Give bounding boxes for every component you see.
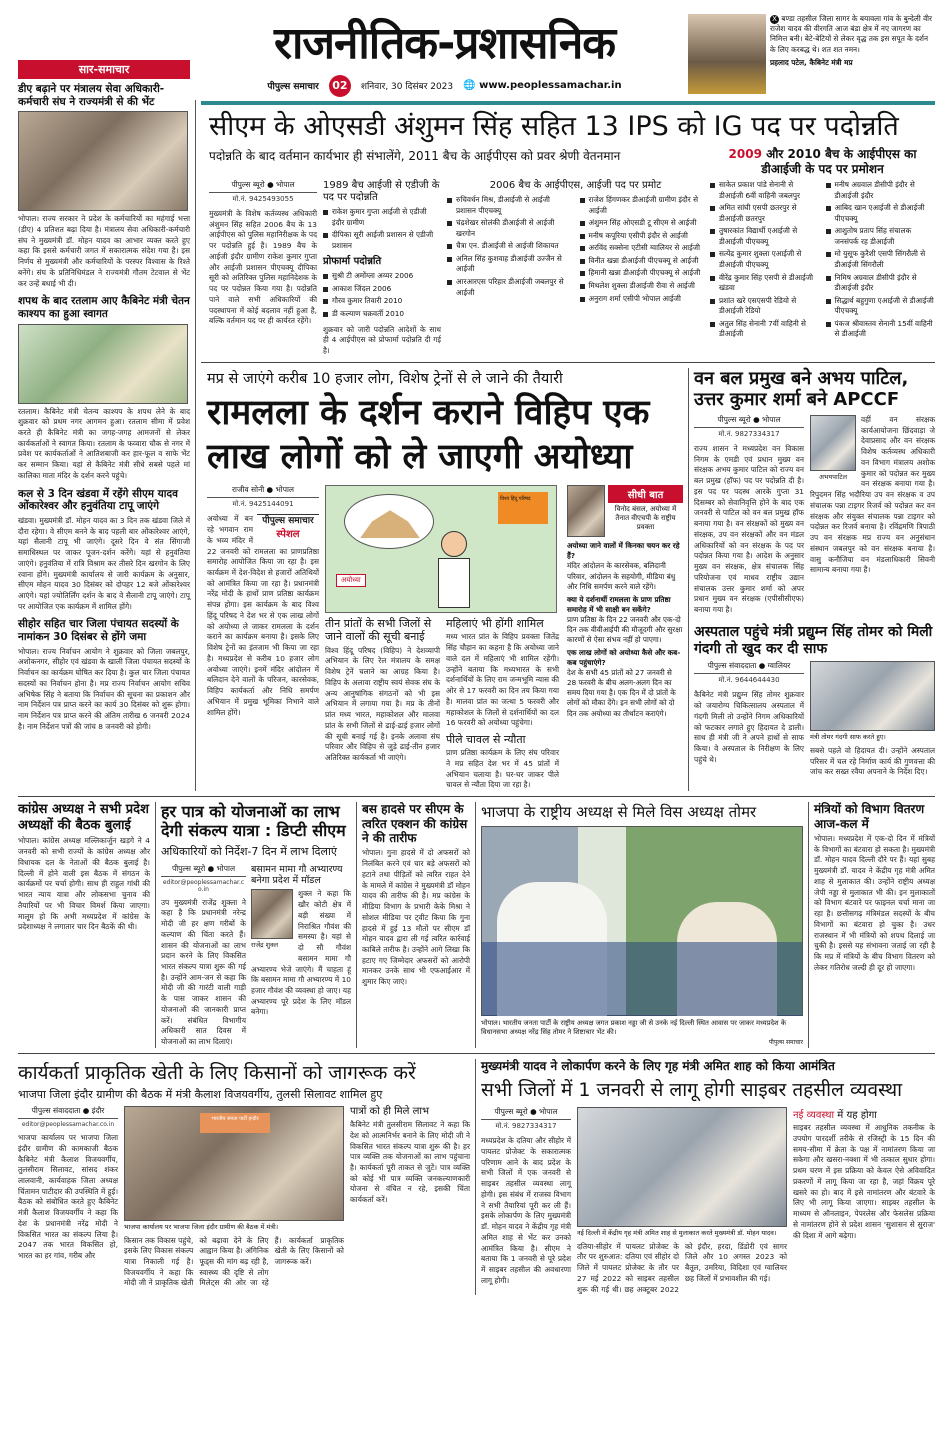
email: editor@peoplessamachar.co.in [21,1121,115,1129]
list-item: मिथलेश शुक्ला डीआईजी रीवा से आईजी [580,281,705,292]
divider [201,362,935,363]
congress-text: भोपाल। कांग्रेस अध्यक्ष मल्लिकार्जुन खड़गे ने 4 जनवरी को सभी राज्यों के कांग्रेस अध्यक्ष और विधायक दल के नेताओं की बैठक बुलाई है। दिल्ली में होने वाली इस बैठक में संगठन के कार्यक्रमों पर चर्चा होगी। साथ ही राहुल गांधी की भारत न्याय यात्रा और लोकसभा चुनाव की तैयारियों पर भी विचार विमर्श किया जाएगा। मालूम हो कि अभी मध्यप्रदेश में कांग्रेस के प्रदेशाध्यक्ष ने लगातार चार दिन बैठकें की थी। [18,836,150,932]
proforma-note: शुक्रवार को जारी पदोन्नति आदेशों के साथ ही 4 आईपीएस को प्रोफार्मा पदोन्नति दी गई है। [323,324,441,356]
farming-story [18,1059,470,1289]
cyber-text: मध्यप्रदेश के दतिया और सीहोर में पायलट प्रोजेक्ट के सकारात्मक परिणाम आने के बाद प्रदेश के सभी जिलों में एक जनवरी से साइबर तहसील व्यवस्था लागू होगी। इस संबंध में राजस्व विभाग ने सभी तैयारियां पूरी कर ली हैं। इसके लोकार्पण के लिए मुख्यमंत्री डॉ. मोहन यादव ने केंद्रीय गृह मंत्री अमित शाह से भेंट कर उनको आमंत्रित किया है। सीएम ने बताया कि 1 जनवरी से पूरे प्रदेश में साइबर तहसील की अवधारणा लागू होगी। [481,1136,571,1285]
byline: पीपुल्स संवाददाता ● इंदौर [18,1106,118,1119]
list-item: अरविंद सक्सेना एटीसी ग्वालियर से आईजी [580,243,705,254]
rajendra-shukla-photo [251,889,293,939]
list-item: आबिद खान एआईजी से डीआईजी पीएचक्यू [826,203,936,224]
photo-caption: भोपाल। भारतीय जनता पार्टी के राष्ट्रीय अध्यक्ष जगत प्रकाश नड्डा जी से उनके नई दिल्ली स्थित आवास पर जाकर मध्यप्रदेश के विधानसभा अध्यक्ष नरेंद्र सिंह तोमर ने शिष्टाचार भेंट की। [481,1019,787,1037]
ig-box [447,180,704,304]
list-item: चैत्रा एन. डीआईजी से आईजी शिकायत [447,241,572,252]
ig-title: 2006 बैच के आईपीएस, आईजी पद पर प्रमोट [489,179,662,191]
byline: पीपुल्स ब्यूरो ● भोपाल [694,415,804,428]
list-item: राकेश कुमार गुप्ता आईजी से एडीजी इंदौर ग्रामीण [323,207,441,228]
list-item: आरआरएस परिहार डीआईजी जबलपुर से आईजी [447,277,572,298]
tomar-headline: अस्पताल पहुंचे मंत्री प्रद्युम्न सिंह तोमर को मिली गंदगी तो खुद कर दी साफ [694,623,933,657]
list-item: तुषारकांत विद्यार्थी एआईजी से डीआईजी पीएचक्यू [710,226,820,247]
bjp-meet-headline: भाजपा के राष्ट्रीय अध्यक्ष से मिले विस अध्यक्ष तोमर [481,803,757,822]
column-divider [356,802,357,1048]
middle-section [201,368,935,791]
minister-portrait [688,14,766,94]
abhay-patil-figure [810,415,856,485]
shah-yadav-photo [577,1107,787,1227]
lead-text: मुख्यमंत्री के विशेष कर्तव्यस्थ अधिकारी अंशुमन सिंह सहित 2006 बैच के 13 आईपीएस को पुलिस महानिरीक्षक के पद पर पदोन्नति हुई है। 1989 बैच के आईजी इंदौर ग्रामीण राकेश कुमार गुप्ता और आईजी प्रशासन पीएचक्यू दीपिका सूरी को अतिरिक्त पुलिस महानिदेशक के पद पर पदोन्नत किया गया है। पदोन्नति पाने वाले सभी अधिकारियों की पदस्थापना में कोई बदलाव नहीं हुआ है, बल्कि वर्तमान पद पर ही कार्यरत रहेंगे। [209,208,317,326]
cyber-kicker: मुख्यमंत्री यादव ने लोकार्पण करने के लिए गृह मंत्री अमित शाह को किया आमंत्रित [481,1058,835,1073]
list-item: हिमानी खन्ना डीआईजी पीएचक्यू से आईजी [580,268,705,279]
quote-text: बण्डा तहसील जिला सागर के बयावला गांव के बुन्देली वीर राजेश यादव की वीरगति आज बंडा क्षेत्र में नए जागरण का निमित्त बनी। बेटे-बेटियों से लेकर वृद्ध तक इस सपूत के दर्शन के लिए करबद्ध थे। शत शत नमन। [770,14,932,54]
list-item: दीपिका सूरी आईजी प्रशासन से एडीजी प्रशासन [323,230,441,251]
ayodhya-kicker: मप्र से जाएंगे करीब 10 हजार लोग, विशेष ट्रेनों से ले जाने की तैयारी [207,370,563,387]
list-item: अमित सांघी एसपी छतरपुर से डीआईजी छतरपुर [710,203,820,224]
website-link[interactable] [463,80,621,91]
masthead-meta [267,75,621,97]
cartoon-body [438,558,470,608]
bottom-section [18,1059,935,1296]
interview-answer: मंदिर आंदोलन के कारसेवक, बलिदानी परिवार, आंदोलन के सहयोगी, मीडिया बंधु और निधि समर्पण करने वाले रहेंगे। [567,561,676,591]
byline: राजीव सोनी ● भोपाल [207,485,319,498]
abhay-patil-photo [810,415,856,471]
forest-text: राज्य शासन ने मध्यप्रदेश वन विकास निगम के एमडी एवं प्रधान मुख्य वन संरक्षक अभय कुमार पाटिल को राज्य वन बल प्रमुख (हॉफ) पद पर पदोन्नति दी है। इस पद पर पदस्थ आरके गुप्ता 31 दिसम्बर को सेवानिवृत्ति होने के बाद एक जनवरी से पाटिल को वन बल प्रमुख हॉफ बनाया गया है। वन संरक्षकों को मुख्य वन संरक्षक, उप वन संरक्षकों और वन मंडल अधिकारियों को वन संरक्षक के पद पर पदोन्नत किया गया है। आदेश के अनुसार मुख्य वन संरक्षक, क्षेत्र संचालक सिंह परियोजना एवं माधव राष्ट्रीय उद्यान संचालक उत्तर कुमार शर्मा को अपर प्रधान मुख्य वन संरक्षक (एपीसीसीएफ) बनाया गया है। [694,443,804,614]
list-item: सत्येंद्र कुमार शुक्ला एआईजी से डीआईजी पीएचक्यू [710,249,820,270]
flag: विश्व हिंदू परिषद [498,492,548,524]
divider [18,796,935,797]
deputy-cm-headline: हर पात्र को योजनाओं का लाभ देगी संकल्प यात्रा : डिप्टी सीएम [161,802,346,841]
brief-text: भोपाल। राज्य निर्वाचन आयोग ने शुक्रवार को जिला जबलपुर, अशोकनगर, सीहोर एवं खंडवा के खाली जिला पंचायत सदस्यों के निर्वाचन का कार्यक्रम घोषित कर दिया है। कुल चार जिला पंचायत सदस्यों का निर्वाचन होना है। मप्र राज्य निर्वाचन आयोग सचिव अभिषेक सिंह ने बताया कि निर्वाचन की सूचना का प्रकाशन और नाम निर्देशन पत्र प्राप्त करने का कार्य 30 दिसंबर को शुरू होगा। नाम निर्देशन पत्र प्राप्त करने की अंतिम तारीख 6 जनवरी 2024 है। नाम निर्देशन पत्रों की जांच 8 जनवरी को होगी। [18,646,190,731]
cyber-story [481,1059,935,1296]
ayodhya-story [201,368,683,791]
ig-list [447,195,704,304]
list-item: अनिल सिंह कुशवाह डीआईजी उज्जैन से आईजी [447,254,572,275]
temple-thought-bubble [344,494,434,549]
brief-photo [18,324,188,404]
section-title: तीन प्रांतों के सभी जिलों से जाने वालों की सूची बनाई [325,617,432,644]
section-title: पीले चावल से न्यौता [446,733,526,747]
photo-caption: अभयपाटिल [818,472,848,481]
column-divider [475,1059,476,1296]
photo-caption: नई दिल्ली में केंद्रीय गृह मंत्री अमित शाह से मुलाकात करते मुख्यमंत्री डॉ. मोहन यादव। [577,1229,777,1238]
list-item: चंद्रशेखर सोलंकी डीआईजी से आईजी खरगोन [447,218,572,239]
section-title: महिलाएं भी होंगी शामिल [446,617,544,631]
interview-qa [567,541,683,721]
list-item: अतुल सिंह सेनानी 7वीं वाहिनी से डीआईजी [710,319,820,340]
list-item: विनीत खन्ना डीआईजी पीएचक्यू से आईजी [580,256,705,267]
rajendra-shukla-figure [251,889,293,953]
brief-text: खंडवा। मुख्यमंत्री डॉ. मोहन यादव का 3 दिन तक खंडवा जिले में दौरा रहेगा। वे सीएम बनने के बाद पहली बार ओंकारेश्वर आएंगे, यहां सैलानी टापू भी जाएंगे। दूसरे दिन वे संत सिंगाजी समाधिस्थल पर जाकर पूजन-दर्शन करेंगे। यहां से हनुवंतिया जाएंगे। हनुवंतिया में रात्रि विश्राम कर तीसरे दिन खरगोन के लिए रवाना होंगे। मुख्यमंत्री कार्यालय से जारी कार्यक्रम के अनुसार, सीएम मोहन यादव 30 दिसंबर को दोपहर 12 बजे ओंकारेश्वर आएंगे। यहां ज्योतिर्लिंग दर्शन के बाद वे सैलानी टापू जाएंगे। टापू पर आयोजित एक कार्यक्रम में शामिल होंगे। [18,515,190,611]
mobile-number: मो.नं. 9425144091 [232,500,294,509]
interview-question: क्या ये दर्शनार्थी रामलला के प्राण प्रतिष्ठा समारोह में भी साक्षी बन सकेंगे? [567,594,671,614]
deputy-cm-text: उप मुख्यमंत्री राजेंद्र शुक्ला ने कहा है कि प्रधानमंत्री नरेन्द्र मोदी जी हर क्षण गरीबों के कल्याण की चिंता करते हैं। शासन की योजनाओं का लाभ प्रदान करने के लिए विकसित भारत संकल्प यात्रा शुरू की गई है। उन्होंने आम-जन से कहा कि मोदी जी की गारंटी वाली गाड़ी के पास जाकर शासन की योजनाओं की जानकारी प्राप्त करें। संबंधित विभागीय अधिकारी सात दिवस में योजनाओं का लाभ दिलाएं। [161,897,246,1047]
photo-caption: मंत्री तोमर गंदगी साफ करते हुए। [810,733,886,742]
quote-box [770,14,935,68]
list-item: अंशुमन सिंह ओएसडी टू सीएम से आईजी [580,218,705,229]
farming-headline: कार्यकर्ता प्राकृतिक खेती के लिए किसानों को जागरूक करें [18,1061,416,1084]
list-item: आकाश जिंदल 2006 [323,284,441,295]
cartoon [325,485,557,613]
byline: पीपुल्स ब्यूरो ● भोपाल [161,864,246,877]
deputy-cm-subhead: अधिकारियों को निर्देश-7 दिन में लाभ दिलाएं [161,844,337,858]
email: editor@peoplessamachar.co.in [162,878,245,893]
section-text: विश्व हिंदू परिषद (विहिप) ने देशव्यापी अभियान के लिए रेल मंत्रालय के समक्ष विशेष ट्रेनें चलाने का आग्रह किया है। विहिप के अलावा राष्ट्रीय स्वयं सेवक संघ के अन्य आनुषांगिक संगठनों को भी इस अभियान में लगाया गया है। मप्र के तीनों प्रांत मध्य भारत, महाकोशल और मालवा प्रांत के सभी जिलों से ढाई-ढाई हजार लोगों की सूची बनाई गई है। इनके अलावा संघ परिवार और विहिप से जुड़े ढाई-तीन हजार अतिरिक्त कार्यकर्ता भी जाएंगे। [325,645,440,763]
lead-byline-box [209,180,317,327]
dig-list [710,180,935,342]
tomar-text: कैबिनेट मंत्री प्रद्युम्न सिंह तोमर शुक्रवार को जयारोग्य चिकित्सालय अस्पताल में गंदगी मिली तो उन्होंने निगम अधिकारियों को फटकार लगाते हुए हिदायत दे डाली। साथ ही मंत्री जी ने अपने हाथों से साफ किया। वे अस्पताल के निरीक्षण के लिए पहुंचे थे। [694,690,804,764]
tomar-text: सबसे पहले वो हिदायत दी। उन्होंने अस्पताल परिसर में चल रहे निर्माण कार्य की गुणवत्ता की जांच कर सख्त रवैया अपनाने के निर्देश दिए। [810,745,935,777]
interviewee-photo [567,485,605,537]
list-item: पंकज श्रीवास्तव सेनानी 15वीं वाहिनी से डीआईजी [826,319,936,340]
nadda-tomar-photo [481,826,803,1016]
list-item: निमिष अग्रवाल डीसीपी इंदौर से डीआईजी इंदौर [826,273,936,294]
interview-question: अयोध्या जाने वालों में किनका चयन कर रहे हैं? [567,541,680,561]
cyber-text: दतिया-सीहोर में पायलट प्रोजेक्ट के तौर पर शुरुआत: दतिया एवं सीहोर दो जिले में पायलट प्रोजेक्ट के तौर पर 27 मई 2022 को साइबर तहसील शुरू की गई थी। छह अक्टूबर 2022 को इंदौर, हरदा, डिंडोरी एवं सागर जिले और 10 अगस्त 2023 को बैतूल, उमरिया, विदिशा एवं ग्वालियर छह जिलों में प्रभावशील की गई। [577,1241,787,1294]
adg-box [323,180,441,357]
column-divider [195,100,196,791]
masthead [201,14,935,97]
lead-headline: सीएम के ओएसडी अंशुमन सिंह सहित 13 IPS को IG पद पर पदोन्नति [209,110,899,142]
list-item: मो युसूफ कुरैशी एसपी सिंगरौली से डीआईजी सिंगरौली [826,249,936,270]
brief-headline: डीए बढ़ाने पर मंत्रालय सेवा अधिकारी-कर्मचारी संघ ने राज्यमंत्री से की भेंट [18,83,165,108]
ministers-text: भोपाल। मध्यप्रदेश में एक-दो दिन में मंत्रियों के विभागों का बंटवारा हो सकता है। मुख्यमंत्री डॉ. मोहन यादव दिल्ली दौरे पर हैं। यहां सुबह मुख्यमंत्री डॉ. यादव ने केंद्रीय गृह मंत्री अमित शाह से मुलाकात की। उन्होंने राष्ट्रीय अध्यक्ष जेपी नड्डा से मुलाकात भी की। इन मुलाकातों को विभाग बंटवारे पर फाइनल चर्चा माना जा रहा है। छत्तीसगढ़ मंत्रिमंडल सदस्यों के बीच विभागों का बंटवारा हो चुका है। उधर राजस्थान में भी मंत्रियों को शपथ दिलाई जा चुकी है। इससे यह संभावना जताई जा रही है कि मप्र में मंत्रियों के बीच विभाग वितरण को लेकर गतिरोध जल्दी ही दूर हो जाएगा। [814,834,935,972]
brief-headline: सीहोर सहित चार जिला पंचायत सदस्यों के नामांकन 30 दिसंबर से होंगे जमा [18,618,179,644]
side-text: साइबर तहसील व्यवस्था में आधुनिक तकनीक के उपयोग पारदर्शी तरीके से रजिस्ट्री के 15 दिन की समय-सीमा में क्रेता के पक्ष में नामांतरण किया जा सकेगा और खसरा-नक्शा में भी तत्काल सुधार होगा। प्रथम चरण में इस प्रक्रिया को केवल ऐसे अविवादित प्रकरणों में लागू किया जा रहा है, जहां विक्रय पूरे खसरे का हो। बाद में इसे नामांतरण और बंटवारे के लिए भी लागू किया जाएगा। साइबर तहसील के माध्यम से ऑनलाइन, पेपरलेस और फेसलेस प्रक्रिया से नामांतरण होने से प्रदेश शासन 'सुशासन से सुराज' की दिशा में आगे बढ़ेगा। [793,1123,935,1240]
lead-subhead-row [201,147,935,176]
page-number: 02 [329,75,351,97]
x-icon: X [770,15,779,24]
mobile-number: मो.नं. 9827334317 [718,429,780,438]
lead-subhead: पदोन्नति के बाद वर्तमान कार्यभार ही संभालेंगे, 2011 बैच के आईपीएस को प्रवर श्रेणी वेतनमान [209,149,621,164]
ayodhya-body [207,485,683,791]
header-rule [201,101,935,105]
paper-name: पीपुल्स समाचार [267,82,319,93]
photo-caption: भाजपा कार्यालय पर भाजपा जिला इंदौर ग्रामीण की बैठक में मंत्री। [124,1223,279,1232]
adg-list [323,207,441,253]
interviewee-name: विनोद बंसल, अयोध्या में तैनात वीएचपी के राष्ट्रीय प्रवक्ता [614,505,677,532]
forest-column [694,368,935,778]
list-item: रुचिवर्धन मिश्र, डीआईजी से आईजी प्रशासन पीएचक्यू [447,195,572,216]
ayodhya-headline: रामलला के दर्शन कराने विहिप एक लाख लोगों को ले जाएगी अयोध्या [207,392,650,477]
list-item: अनुराग शर्मा एसीपी भोपाल आईजी [580,294,705,305]
list-item: वीरेंद्र कुमार सिंह एसपी से डीआईजी खंडवा [710,273,820,294]
globe-icon: 🌐 [463,80,476,92]
lead-body [201,180,935,357]
mobile-number: मो.नं. 9827334317 [495,1122,557,1131]
top-section [18,14,935,791]
cyber-headline: सभी जिलों में 1 जनवरी से लागू होगी साइबर तहसील व्यवस्था [481,1079,903,1102]
interview-label: सीधी बात [608,485,683,503]
photo-caption: राजेंद्र शुक्ल [251,941,279,950]
byline: पीपुल्स संवाददाता ● ग्वालियर [694,661,804,674]
side-title: नई व्यवस्था में यह होगा [793,1110,877,1122]
brief-text: भोपाल। राज्य सरकार ने प्रदेश के कर्मचारियों का महंगाई भत्ता (डीए) 4 प्रतिशत बढ़ा दिया है। मंत्रालय सेवा अधिकारी-कर्मचारी संघ ने मुख्यमंत्री डॉ. मोहन यादव का आभार व्यक्त करते हुए कहा कि इससे कर्मचारी जगत में सकारात्मक संदेश गया है। इस निर्णय से मुख्यमंत्री और कर्मचारियों के परस्पर विश्वास के रिश्ते बनेंगे। संघ के प्रतिनिधिमंडल ने राज्यमंत्री गौतम टेटवाल से भेंट कर उन्हें बधाई भी दी। [18,214,190,288]
list-item: प्रशांत खरे एसएसपी रेडियो से डीआईजी रेडियो [710,296,820,317]
date: शनिवार, 30 दिसंबर 2023 [360,82,454,93]
special-badge [257,514,319,543]
tomar-photo [810,661,935,731]
ayodhya-text-wrap [207,514,319,718]
news-briefs-sidebar [18,60,190,733]
section-text: प्राण प्रतिष्ठा कार्यक्रम के लिए संघ परिवार ने मप्र सहित देश भर में 45 प्रांतों में अभियान चलाया है। घर-घर जाकर पीले चावल से न्यौता दिया जा रहा है। [446,748,559,790]
special-brand: पीपुल्स समाचार [262,516,314,527]
side-title: पात्रों को ही मिले लाभ [350,1106,430,1118]
section-text: मध्य भारत प्रांत के विहिप प्रवक्ता जितेंद्र सिंह चौहान का कहना है कि अयोध्या जाने वाले दल में महिलाएं भी शामिल रहेंगी। उन्होंने बताया कि मध्यभारत के सभी दर्शनार्थियों के लिए राम जन्मभूमि न्यास की ओर से 17 फरवरी का दिन तय किया गया है। मालवा प्रांत का जत्था 5 फरवरी और महाकोशल के जिलों से दर्शनार्थियों का दल 16 फरवरी को अयोध्या पहुंचेगा। [446,632,559,728]
list-item: सुश्री टी अमोंग्ला अय्यर 2006 [323,271,441,282]
list-item: राजेश हिंगणकर डीआईजी ग्रामीण इंदौर से आईजी [580,195,705,216]
list-item: सिद्धार्थ बहुगुणा एआईजी से डीआईजी पीएचक्यू [826,296,936,317]
ministers-headline: मंत्रियों को विभाग वितरण आज-कल में [814,802,925,831]
proforma-title: प्रोफार्मा पदोन्नति [323,256,382,268]
bjp-banner: भारतीय जनता पार्टी इन्दौर [200,1113,270,1133]
cartoon-man [441,531,467,557]
side-text: कैबिनेट मंत्री तुलसीराम सिलावट ने कहा कि देश को आत्मनिर्भर बनाने के लिए मोदी जी ने विकसित भारत संकल्प यात्रा शुरू की है। हर पात्र व्यक्ति तक योजनाओं का लाभ पहुंचाना है। कार्यकर्ता पूरी ताकत से जुटें। पात्र व्यक्ति को कोई भी पात्र व्यक्ति जनकल्याणकारी योजना से वंचित न रहे, इसकी चिंता कार्यकर्ता करें। [350,1120,470,1205]
quote-author: प्रहलाद पटेल, कैबिनेट मंत्री मप्र [770,57,853,67]
website-text: www.peoplessamachar.in [479,80,622,92]
list-item: आशुतोष प्रताप सिंह संचालक जनसंपर्क रह डीआईजी [826,226,936,247]
sidebar-label: सार-समाचार [18,60,190,79]
divider [18,1053,935,1054]
bus-text: भोपाल। गुना हादसे में दो अफसरों को निलंबित करने एवं चार बड़े अफसरों को हटाने तथा पीड़ितों को त्वरित राहत देने के मामले में कांग्रेस ने मुख्यमंत्री डॉ मोहन यादव की तारीफ की है। मप्र कांग्रेस के मीडिया विभाग के प्रभारी केके मिश्रा ने सोशल मीडिया पर ट्वीट किया कि गुना हादसे में हुई 13 मौतों पर सीएम डॉ मोहन यादव द्वारा ली गई त्वरित कार्रवाई काबिले तारीफ है। उन्होंने आगे लिखा कि हटाए गए जिम्मेदार अफसरों को आरोपी मानकर उनके साथ भी एफआईआर में शुमार किए जाएं। [362,848,470,987]
bus-headline: बस हादसे पर सीएम के त्वरित एक्शन की कांग्रेस ने की तारीफ [362,802,468,845]
congress-headline: कांग्रेस अध्यक्ष ने सभी प्रदेश अध्यक्षों की बैठक बुलाई [18,802,149,833]
ayodhya-sign: अयोध्या [336,574,366,587]
special-label: स्पेशल [276,529,300,541]
side-title: बसामन मामा गौ अभ्यारण्य बनेगा प्रदेश में मॉडल [251,863,343,886]
list-item: मनीष कपूरिया एसीपी इंदौर से आईजी [580,231,705,242]
third-section [18,802,935,1048]
side-text: शुक्ल ने कहा कि खौर कोटी क्षेत्र में बड़ी संख्या में निराश्रित गौवंश की समस्या है। यहां से दो सौ गौवंश बसामन मामा गौ अभ्यारण्य भेजे जाएंगे। मैं चाहता हूं कि बसामन मामा गौ अभ्यारण्य में 10 हजार गौवंश की व्यवस्था हो जाए। यह अभ्यारण्य पूरे प्रदेश के लिए मॉडल बनेगा। [251,889,351,1017]
farming-subhead: भाजपा जिला इंदौर ग्रामीण की बैठक में मंत्री कैलाश विजयवर्गीय, तुलसी सिलावट शामिल हुए [18,1087,383,1101]
mobile-number: मो.नं. 9644644430 [718,676,780,685]
column-divider [475,802,476,1048]
list-item: मनीष अग्रवाल डीसीपी इंदौर से डीआईजी इंदौर [826,180,936,201]
column-divider [688,368,689,791]
farming-text: किसान तक विकास पहुंचे, इसके लिए विकास संकल्प यात्रा निकाली गई है। विजयवर्गीय ने कहा कि मोदी जी ने प्राकृतिक खेती को बढ़ावा देने के लिए आह्वान किया है। अंगिनिक फूड्स की मांग बढ़ रही है, स्वास्थ्य की दृष्टि से लोग मिलेट्स की ओर जा रहे हैं। कार्यकर्ता प्राकृतिक खेती के लिए किसानों को जागरूक करें। [124,1235,344,1288]
list-item: गौरव कुमार तिवारी 2010 [323,296,441,307]
farming-text: भाजपा कार्यालय पर भाजपा जिला इंदौर ग्रामीण की कामकाजी बैठक कैबिनेट मंत्री कैलाश विजयवर्गीय, तुलसीराम सिलावट, सांसद शंकर लालवानी, कार्यवाहक जिला अध्यक्ष चिंतामन पाटीदार की उपस्थिति में हुई। बैठक को संबोधित करते हुए कैबिनेट मंत्री कैलाश विजयवर्गीय ने कहा कि देश के प्रधानमंत्री नरेंद्र मोदी ने विकसित भारत का संकल्प लिया है। 2047 तक भारत विकसित हो, भारत का हर गांव, गरीब और [18,1133,118,1261]
photo-credit: पीपुल्स समाचार [768,1038,803,1046]
column-divider [155,802,156,1048]
mobile-number: मो.नं. 9425493055 [232,194,294,203]
section-title: राजनीतिक-प्रशासनिक [273,18,616,69]
brief-headline: कल से 3 दिन खंडवा में रहेंगे सीएम यादव ओंकारेश्वर और हनुवंतिया टापू जाएंगे [18,487,178,513]
byline: पीपुल्स ब्यूरो ● भोपाल [209,180,317,193]
list-item: डी कल्याण चक्रवर्ती 2010 [323,309,441,320]
dig-title: 2009 और 2010 बैच के आईपीएस का डीआईजी के पद पर प्रमोशन [728,147,917,176]
proforma-list [323,271,441,321]
ayodhya-text: अयोध्या में बन रहे भगवान राम के भव्य मंदिर में 22 जनवरी को रामलला का प्राणप्रतिष्ठा समारोह आयोजित किया जा रहा है। इस कार्यक्रम में देश-विदेश से हजारों अतिथियों को आमंत्रित किया जा रहा है। प्रधानमंत्री नरेंद्र मोदी के हाथों प्राण प्रतिष्ठा कार्यक्रम संपन्न होगा। इस कार्यक्रम के बाद विश्व हिंदू परिषद ने देश भर से एक लाख लोगों को अयोध्या ले जाकर रामलला के दर्शन कराने का कार्यक्रम बनाया है। इसके लिए विशेष ट्रेनों का इंतजाम भी किया जा रहा है। मध्यप्रदेश से करीब 10 हजार लोग अयोध्या जाएंगे। इनमें मंदिर आंदोलन में बलिदान देने वालों के परिजन, कारसेवक, विहिप कार्यकर्ता और निधि समर्पण अभियान में प्रमुख भूमिका निभाने वाले शामिल होंगे। [207,514,319,717]
forest-headline: वन बल प्रमुख बने अभय पाटिल, उत्तर कुमार शर्मा बने APCCF [694,367,909,411]
adg-title: 1989 बैच आईजी से एडीजी के पद पर पदोन्नति [323,179,440,203]
interview-answer: प्राण प्रतिष्ठा के दिन 22 जनवरी और एक-दो दिन तक वीवीआईपी की मौजूदगी और सुरक्षा कारणों से ऐसा संभव नहीं हो पाएगा। [567,614,683,644]
forest-text-wrap [810,415,935,576]
brief-text: रतलाम। कैबिनेट मंत्री चेतन्य काश्यप के शपथ लेने के बाद शुक्रवार को प्रथम नगर आगमन हुआ। रतलाम सीमा में प्रवेश करते ही कैबिनेट मंत्री का जगह-जगह आमजनों से लेकर कार्यकर्ताओं ने स्वागत किया। रतलाम के फव्वारा चौक से नगर में प्रवेश पर कार्यकर्ताओं ने आतिशबाजी कर हार-फूल व साफे भेंट कर सम्मान किया। यहां से कैबिनेट मंत्री सीधे सबसे पहले मां कालिका माता मंदिर के दर्शन करने पहुंचे। [18,406,190,480]
interview-question: एक लाख लोगों को अयोध्या कैसे और कब-कब पहुंचाएंगे? [567,648,681,668]
byline: पीपुल्स ब्यूरो ● भोपाल [481,1107,571,1120]
interview-answer: देश के सभी 45 प्रांतों को 27 जनवरी से 28 फरवरी के बीच अलग-अलग दिन का समय दिया गया है। एक दिन में दो प्रांतों के लोगों को मौका देंगे। इन सभी लोगों को दो दिन तक अयोध्या का तीर्थाटन कराएंगे। [567,668,676,718]
brief-photo [18,111,188,211]
column-divider [808,802,809,1048]
list-item: साकेत प्रकाश पांडे सेनानी से डीआईजी 6वीं वाहिनी जबलपुर [710,180,820,201]
forest-text: वहीं वन संरक्षक कार्यआयोजना छिंदवाड़ा जे देवाप्रसाद और वन संरक्षक विशेष कर्तव्यस्थ अधिकारी वन विभाग मंत्रालय अशोक कुमार को पदोन्नत कर मुख्य वन संरक्षक बनाया गया है। रिपुदमन सिंह भदौरिया उप वन संरक्षक व उप संचालक पन्ना टाइगर रिजर्व को पदोन्नत कर वन संरक्षक और संयुक्त संचालक पन्ना टाइगर को पदोन्नत कर रिजर्व बनाया है। रविंद्रमणि त्रिपाठी उप वन संरक्षक मप्र राज्य वन अनुसंधान संस्थान जबलपुर को वन संरक्षक बनाया है। वासु कनौजिया वन मंडलाधिकारी सिवनी सामान्य बनाया गया है। [810,414,935,575]
brief-headline: शपथ के बाद रतलाम आए कैबिनेट मंत्री चेतन काश्यप का हुआ स्वागत [18,295,190,320]
bjp-meeting-photo [124,1106,344,1221]
main-area [201,14,935,791]
